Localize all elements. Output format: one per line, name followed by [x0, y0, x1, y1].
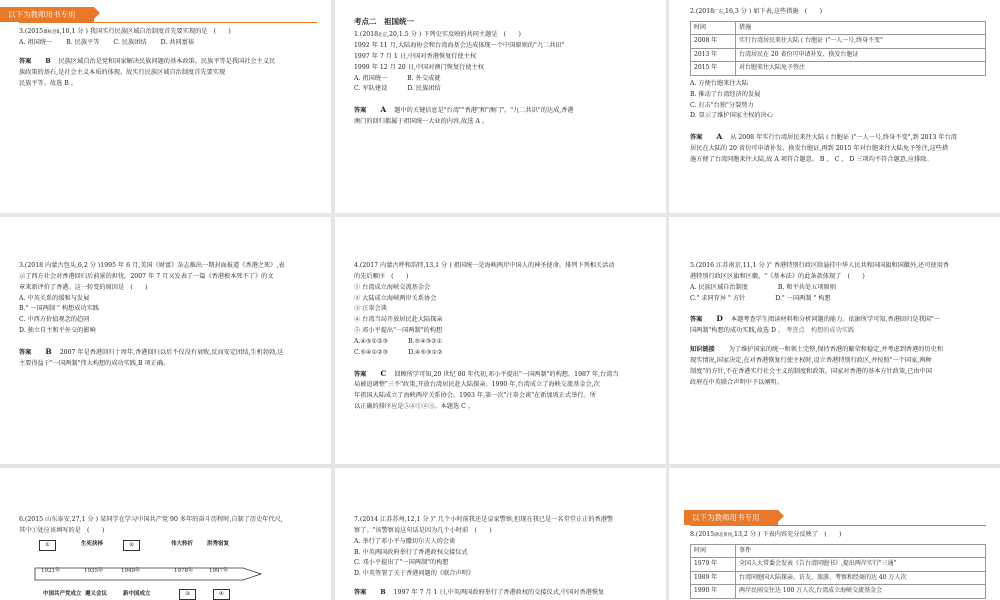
- question-3-options: A. 祖国统一 B. 民族平等 C. 民族团结 D. 共同富裕: [19, 38, 195, 46]
- question-1-options: A. 祖国统一 B. 外交成就: [354, 74, 441, 82]
- page-panel-9: [669, 468, 1000, 600]
- timeline-label: 遵义会议: [85, 590, 108, 597]
- question-5-options: A. 民族区域自治制度 B. 和平共处五项原则: [690, 283, 836, 291]
- question-5-options: C." 求同存异 " 方针 D." 一国两制 " 构想: [690, 294, 831, 302]
- timeline-label: 伟大转折: [171, 540, 194, 547]
- question-7-stem: 7.(2014 江苏苏州,12,1 分 )" 几个小时前我还是皇家警察,但现在我已是一名堂堂正正的香港警 察了。"该警察说这句话是因为几个小时前 ( ): [354, 516, 614, 534]
- year-tick: 1978年: [174, 567, 194, 574]
- page-panel-6: [669, 217, 1000, 464]
- blank-1-box: ①: [39, 540, 56, 552]
- event-item: ① 台湾成立海峡交流基金会: [354, 283, 431, 291]
- teacher-banner: 以下为教师用书专用: [684, 510, 778, 525]
- blank-3-box: ③: [179, 589, 196, 600]
- year-tick: 1949年: [121, 567, 141, 574]
- banner-divider: [19, 22, 317, 23]
- teacher-banner: 以下为教师用书专用: [0, 7, 94, 22]
- event-item: ⑤ 邓小平提出"一国两制"的构想: [354, 327, 443, 335]
- option: A. 举行了邓小平与撒切尔夫人的会谈: [354, 537, 456, 545]
- answer-block: 答案 C 回顾所学可知,20 世纪 80 年代初,邓小平提出"一国两制"的构想。1987 年,台湾当 局被迫调整"三不"政策,开放台湾居民赴大陆探亲。1990 年,台湾成立了海峡交流基金会,次 年祖国大陆成立了海峡两岸关系协会。1993 年,第一次"汪辜会谈"在新加坡正式举行。所 以正确的排序应是⑤④①②③。本题选 C 。: [354, 368, 619, 411]
- events-table: 时间 事件 1979 年 全国人大常委会发表《告台湾同胞书》,提出两岸实行"三通" 1989 年 台湾同胞国大陆探亲、访友、旅游、考察和经商的达 40 万人次 1990 年 两岸民间交往达 100 万人次,台湾成立海峡交流基金会: [690, 544, 986, 599]
- question-8-stem: 8.(2015湖北黄冈,13,2 分 ) 下表内容充分反映了 ( ): [690, 531, 842, 539]
- option: A. 中英关系的缓和与发展: [19, 294, 90, 302]
- option: C. 邓小平提出了"一国两制"的构想: [354, 559, 449, 567]
- question-3-stem: 3.(2018 内蒙古包头,6,2 分 )1995 年 6 月,美国《财富》杂志推出一期封面报道《香港之死》,表 示了西方社会对香港回归后前景的担忧。2007 年 7 月又发表了一篇《香港根本死不了》的文 章来新评价了香港。这一转变的原因是 ( ): [19, 262, 285, 291]
- question-3-stem: 3.(2015课标卷Ⅱ,10,1 分 ) 我国实行民族区域自治制度首先要实现的是 ( ): [19, 28, 231, 36]
- option: C. 打击"台独"分裂势力: [690, 101, 754, 109]
- page-panel-7: [0, 468, 331, 600]
- answer-block: 答案 B 1997 年 7 月 1 日,中英两国政府举行了香港政权的交接仪式,中国对香港恢复: [354, 589, 605, 597]
- timeline-label: 新中国成立: [123, 590, 151, 597]
- option: B. 推动了台湾经济的发展: [690, 90, 761, 98]
- option: D. 中英签署了关于香港问题的《联合声明》: [354, 570, 475, 578]
- question-1-options: C. 军队建设 D. 民族团结: [354, 85, 441, 93]
- question-4-stem: 4.(2017 内蒙古呼和浩特,13,1 分 ) 祖国统一是海峡两岸中国人的神圣使命。排列下列相关活动 的先后顺序 ( ): [354, 262, 615, 280]
- page-panel-8: [335, 468, 666, 600]
- question-6-stem: 6.(2015 山东泰安,27,1 分 ) 某同学在学习中国共产党 90 多年的奋斗历程时,自制了历史年代尺, 其中①处应该填写的是 ( ): [19, 516, 283, 534]
- blank-4-box: ④: [213, 589, 230, 600]
- question-4-options: C.⑤④①②③ D.④⑤③①②: [354, 348, 443, 356]
- answer-block: 答案 A 题中的关键信息是"台湾""香港"和"澳门"。"九二共识"的达成,香港 澳门的回归都属于祖国统一大业的内容,故选 A 。: [354, 105, 574, 126]
- timeline-label: 生死抉择: [81, 540, 104, 547]
- section-heading: 考点二 祖国统一: [354, 17, 414, 26]
- answer-block: 答案 B 民族区域自治是党和国家解决民族问题的基本政策。民族平等是我国社会主义民 族政策的基石,是社会主义本质的体现。故实行民族区域自治制度首先要实现 民族平等。故选 B 。: [19, 57, 276, 87]
- answer-block: 答案 A 从 2008 年实行台湾居民来往大陆 ( 台胞证 )"一人一号,终身不变",到 2013 年台湾 居民在大陆的 20 省份可申请补发、换发台胞证,再到 2015 年对台胞来往大陆免予签注,这些措 施方便了台湾同胞来往大陆,故 A 项符合题意。 B 、 C 、 D 三项均不符合题意,应排除。: [690, 132, 957, 163]
- timeline-label: 洪秀宿复: [207, 540, 230, 547]
- year-tick: 1997年: [209, 567, 229, 574]
- page-panel-4: [0, 217, 331, 464]
- knowledge-link: 知识链接 为了维护国家的统一和领土完整,保持香港的繁荣和稳定,并考虑到香港的历史和 现实情况,国家决定,在对香港恢复行使主权时,设立香港特别行政区,并按照"一个国家,两种 制度"的方针,不在香港实行社会主义的制度和政策。国家对香港的基本方针政策,已由中国 政府在中英联合声明中予以阐明。: [690, 346, 944, 386]
- question-5-stem: 5.(2016 江苏南京,11,1 分 )" 香港特别行政区除悬挂中华人民共和国国旗和国徽外,还可使用香 港特别行政区区旗和区徽。"《基本法》的此条款体现了 ( ): [690, 262, 950, 280]
- year-tick: 1935年: [84, 567, 104, 574]
- event-item: ③ 汪辜会谈: [354, 305, 387, 313]
- option: B. 中英两国政府举行了香港政权交接仪式: [354, 548, 468, 556]
- answer-block: 答案 D 本题考查学生阅读材料和分析问题的能力。依据所学可知,香港回归是我国"一 国两制"构想的成功实践,故选 D 。 考查点 构想的成功实践: [690, 314, 940, 335]
- question-2-stem: 2.(2018广东,16,3 分 ) 如下表,这些措施 ( ): [690, 8, 822, 15]
- timeline-label: 中国共产党成立: [43, 590, 82, 597]
- option: A. 方便台胞来往大陆: [690, 79, 748, 87]
- page-panel-2: [335, 0, 666, 213]
- option: B." 一国两制 " 构想成功实践: [19, 305, 99, 313]
- question-4-options: A.④⑤①②③ B.⑤④③②①: [354, 337, 443, 345]
- year-tick: 1921年: [41, 567, 61, 574]
- event-item: ② 大陆成立海峡两岸关系协会: [354, 294, 437, 302]
- blank-2-box: ②: [123, 540, 140, 552]
- page-panel-3: [669, 0, 1000, 213]
- option: D. 独立自主和平外交的影响: [19, 327, 96, 335]
- answer-block: 答案 B 2007 年是香港回归十周年,香港回归以后不仅没有衰败,反而安定团结,生机勃勃,这 主要得益于"一国两制"伟大构想的成功实践,B 项正确。: [19, 346, 284, 367]
- material-line: 1999 年 12 月 20 日,中国对澳门恢复行使主权: [354, 63, 484, 71]
- measures-table: 时间 措施 2008 年 实行台湾居民来往大陆 ( 台胞证 )"一人一号,终身不变" 2013 年 台湾居民在 20 省份可申请补发、换发台胞证 2015 年 对台胞来往大陆免予签注: [690, 21, 986, 76]
- page-panel-5: [335, 217, 666, 464]
- question-1-stem: 1.(2018北京,20,1.5 分 ) 下列史实反映的共同主题是 ( ): [354, 31, 521, 39]
- option: C. 中西方价值观念的趋同: [19, 316, 90, 324]
- material-line: 1992 年 11 月,大陆海协会和台湾海基会达成体现一个中国原则的"九二共识": [354, 41, 565, 49]
- banner-divider: [690, 525, 986, 526]
- page-panel-1: [0, 0, 331, 213]
- material-line: 1997 年 7 月 1 日,中国对香港恢复行使主权: [354, 52, 477, 60]
- option: D. 显示了维护国家主权的决心: [690, 112, 773, 120]
- history-timeline: [19, 540, 317, 600]
- event-item: ④ 台湾当局开放居民赴大陆探亲: [354, 316, 443, 324]
